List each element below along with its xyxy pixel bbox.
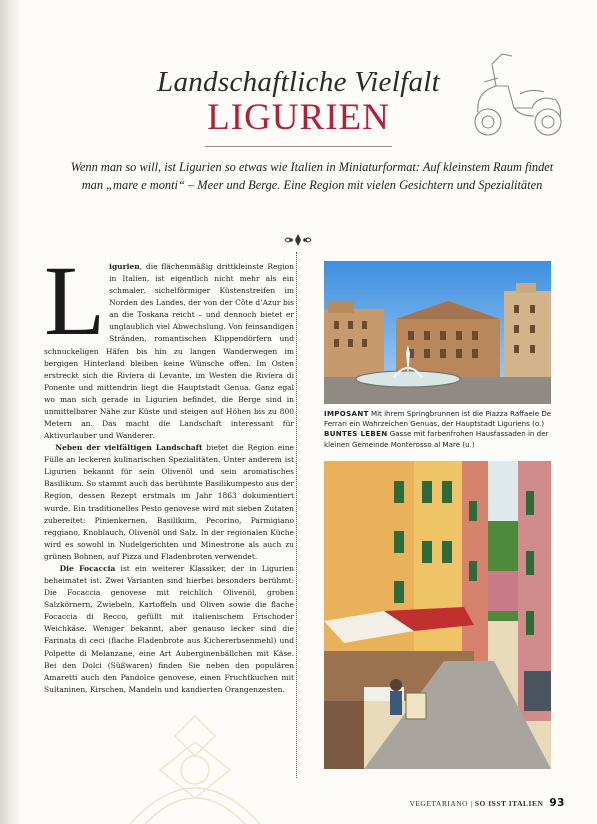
- photo-caption: [324, 409, 552, 450]
- title-divider: [205, 146, 392, 147]
- caption-label-1: IMPOSANT: [324, 409, 369, 418]
- footer-section: SO ISST ITALIEN: [474, 799, 544, 808]
- caption-text-2: Gasse mit farbenfrohen Hausfassaden in der kleinen Gemeinde Monterosso al Mare (u.): [324, 429, 549, 449]
- paragraph-2-text: bietet die Region eine Fülle an leckeren kulinarischen Spezialitäten. Unter anderem ist Ligurien bekannt für sein Olivenöl und sein aromatisches Basilikum. So stammt auch das berühmte Basilikumpesto aus der Region, dessen Rezept erstmals im Jahr 1863 dokumentiert wurde. Ein traditionelles Pesto genovese wird mit sieben Zutaten zubereitet: Pinienkernen, Basilikum, Pecorino, Parmigiano reggiano, Knoblauch, Olivenöl und Salz. In der regionalen Küche wird es sowohl in Nudelgerichten und Minestrone als auch zu grünen Bohnen, auf Pizza und Fladenbroten verwendet.: [44, 443, 294, 561]
- article-title: LIGURIEN: [207, 97, 390, 138]
- footer-magazine: VEGETARIANO: [409, 799, 469, 808]
- page-footer: [395, 797, 565, 809]
- article-lead: Wenn man so will, ist Ligurien so etwas wie Italien in Miniaturformat: Auf kleinstem Raum findet man „mare e monti“ – Meer und Berge. Eine Region mit vielen Gesichtern und Spezialitäten: [70, 160, 554, 192]
- paragraph-1-text: , die flächenmäßig drittkleinste Region in Italien, ist eigentlich nicht mehr als ein schmaler, sichelförmiger Küstenstreifen im Norden des Landes, der von der Côte d’Azur bis an die Toskana reicht – und dennoch bietet er unglaublich viel Abwechslung. Von feinsandigen Stränden, romantischen Klippendörfern und schnuckeligen Häfen bis hin zu langen Wanderwegen im bergigen Hinterland bleiben keine Wünsche offen. Im Osten erstreckt sich die Riviera di Levante, im Westen die Riviera di Ponente und mittendrin liegt die Hauptstadt Genua. Ganz egal wo man sich gerade in Ligurien befindet, die Berge sind in unmittelbarer Nähe zur Küste und steigen auf Höhen bis zu 800 Metern an. Das macht die Landschaft interessant für Aktivurlauber und Wanderer.: [44, 262, 294, 441]
- paragraph-1: [44, 245, 294, 442]
- article-body: [44, 245, 295, 696]
- photo-piazza-de-ferrari: [324, 261, 551, 404]
- drop-cap: L: [44, 245, 106, 356]
- paragraph-2-lead: Neben der vielfältigen Landschaft: [55, 443, 203, 453]
- page-number: 93: [549, 797, 565, 809]
- paragraph-3-text: ist ein weiterer Klassiker, der in Ligurien beheimatet ist. Zwei Varianten sind hierbei besonders berühmt: Die Focaccia genovese mit reichlich Olivenöl, groben Salzkörnern, Zwiebeln, Kartoffeln und Oliven sowie die flache Focaccia di Recco, gefüllt mit italienischem Frischoder Weichkäse. Weniger bekannt, aber genauso lecker sind die Farinata di ceci (flache Fladenbrote aus Kichererbsenmehl) und Polpette di Melanzane, eine Art Auberginenbällchen mit Käse. Bei den Dolci (Süßwaren) finden Sie neben den populären Amaretti auch den Pandolce genovese, einen Fruchtkuchen mit Sultaninen, Kirschen, Mandeln und kandierten Orangenzesten.: [44, 563, 295, 694]
- lace-pattern-icon: [120, 712, 270, 824]
- footer-separator: |: [468, 799, 475, 808]
- flourish-ornament-icon: [283, 232, 313, 248]
- paragraph-2: [44, 442, 294, 563]
- paragraph-3: [44, 563, 294, 696]
- column-divider: [296, 252, 297, 778]
- photo-monterosso-alley: [324, 461, 551, 769]
- paragraph-1-lead: igurien: [109, 262, 140, 271]
- caption-label-2: BUNTES LEBEN: [324, 429, 388, 439]
- article-kicker: Landschaftliche Vielfalt: [157, 66, 440, 98]
- paragraph-3-lead: Die Focaccia: [59, 563, 116, 573]
- caption-text-1: Mit ihrem Springbrunnen ist die Piazza Raffaele De Ferrari ein Wahrzeichen Genuas, der Hauptstadt Liguriens (o.): [324, 409, 552, 429]
